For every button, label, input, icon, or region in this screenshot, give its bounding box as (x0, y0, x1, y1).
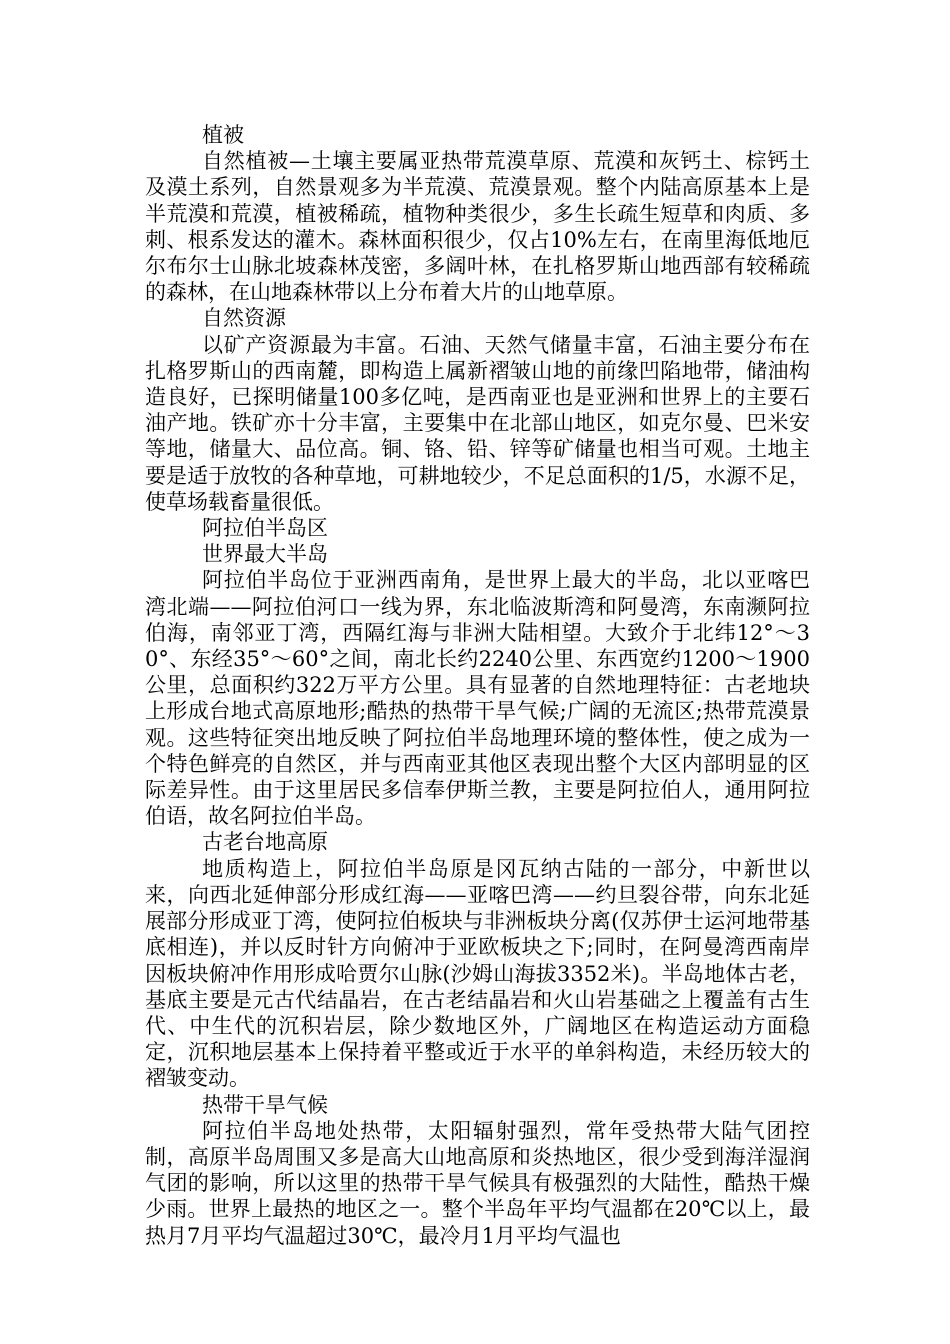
paragraph-natural-resources: 以矿产资源最为丰富。石油、天然气储量丰富，石油主要分布在扎格罗斯山的西南麓，即构造上属新褶皱山地的前缘凹陷地带，储油构造良好，已探明储量100多亿吨，是西南亚也是亚洲和世界上的主要石油产地。铁矿亦十分丰富，主要集中在北部山地区，如克尔曼、巴米安等地，储量大、品位高。铜、铬、铅、锌等矿储量也相当可观。土地主要是适于放牧的各种草地，可耕地较少，不足总面积的1/5，水源不足，使草场载畜量很低。 (145, 332, 810, 514)
paragraph-ancient-plateau: 地质构造上，阿拉伯半岛原是冈瓦纳古陆的一部分，中新世以来，向西北延伸部分形成红海——亚喀巴湾——约旦裂谷带，向东北延展部分形成亚丁湾，使阿拉伯板块与非洲板块分离(仅苏伊士运河地带基底相连)，并以反时针方向俯冲于亚欧板块之下;同时，在阿曼湾西南岸因板块俯冲作用形成哈贾尔山脉(沙姆山海拔3352米)。半岛地体古老，基底主要是元古代结晶岩，在古老结晶岩和火山岩基础之上覆盖有古生代、中生代的沉积岩层，除少数地区外，广阔地区在构造运动方面稳定，沉积地层基本上保持着平整或近于水平的单斜构造，未经历较大的褶皱变动。 (145, 856, 810, 1091)
section-heading-arabian-peninsula: 阿拉伯半岛区 (202, 516, 328, 541)
paragraph-vegetation: 自然植被—土壤主要属亚热带荒漠草原、荒漠和灰钙土、棕钙土及漠土系列，自然景观多为半荒漠、荒漠景观。整个内陆高原基本上是半荒漠和荒漠，植被稀疏，植物种类很少，多生长疏生短草和肉质、多刺、根系发达的灌木。森林面积很少，仅占10%左右，在南里海低地厄尔布尔士山脉北坡森林茂密，多阔叶林，在扎格罗斯山地西部有较稀疏的森林，在山地森林带以上分布着大片的山地草原。 (145, 149, 810, 305)
section-heading-ancient-plateau: 古老台地高原 (202, 830, 328, 855)
paragraph-largest-peninsula: 阿拉伯半岛位于亚洲西南角，是世界上最大的半岛，北以亚喀巴湾北端——阿拉伯河口一线为界，东北临波斯湾和阿曼湾，东南濒阿拉伯海，南邻亚丁湾，西隔红海与非洲大陆相望。大致介于北纬12°～30°、东经35°～60°之间，南北长约2240公里、东西宽约1200～1900公里，总面积约322万平方公里。具有显著的自然地理特征：古老地块上形成台地式高原地形;酷热的热带干旱气候;广阔的无流区;热带荒漠景观。这些特征突出地反映了阿拉伯半岛地理环境的整体性，使之成为一个特色鲜亮的自然区，并与西南亚其他区表现出整个大区内部明显的区际差异性。由于这里居民多信奉伊斯兰教，主要是阿拉伯人，通用阿拉伯语，故名阿拉伯半岛。 (145, 568, 810, 829)
section-heading-vegetation: 植被 (202, 123, 244, 147)
paragraph-tropical-arid-climate: 阿拉伯半岛地处热带，太阳辐射强烈，常年受热带大陆气团控制，高原半岛周围又多是高大山地高原和炎热地区，很少受到海洋湿润气团的影响，所以这里的热带干旱气候具有极强烈的大陆性，酷热干燥少雨。世界上最热的地区之一。整个半岛年平均气温都在20℃以上，最热月7月平均气温超过30℃，最冷月1月平均气温也 (145, 1118, 810, 1248)
section-heading-largest-peninsula: 世界最大半岛 (202, 542, 328, 567)
document-page (145, 122, 810, 1249)
section-heading-natural-resources: 自然资源 (202, 306, 286, 331)
section-heading-tropical-arid-climate: 热带干旱气候 (202, 1092, 328, 1117)
